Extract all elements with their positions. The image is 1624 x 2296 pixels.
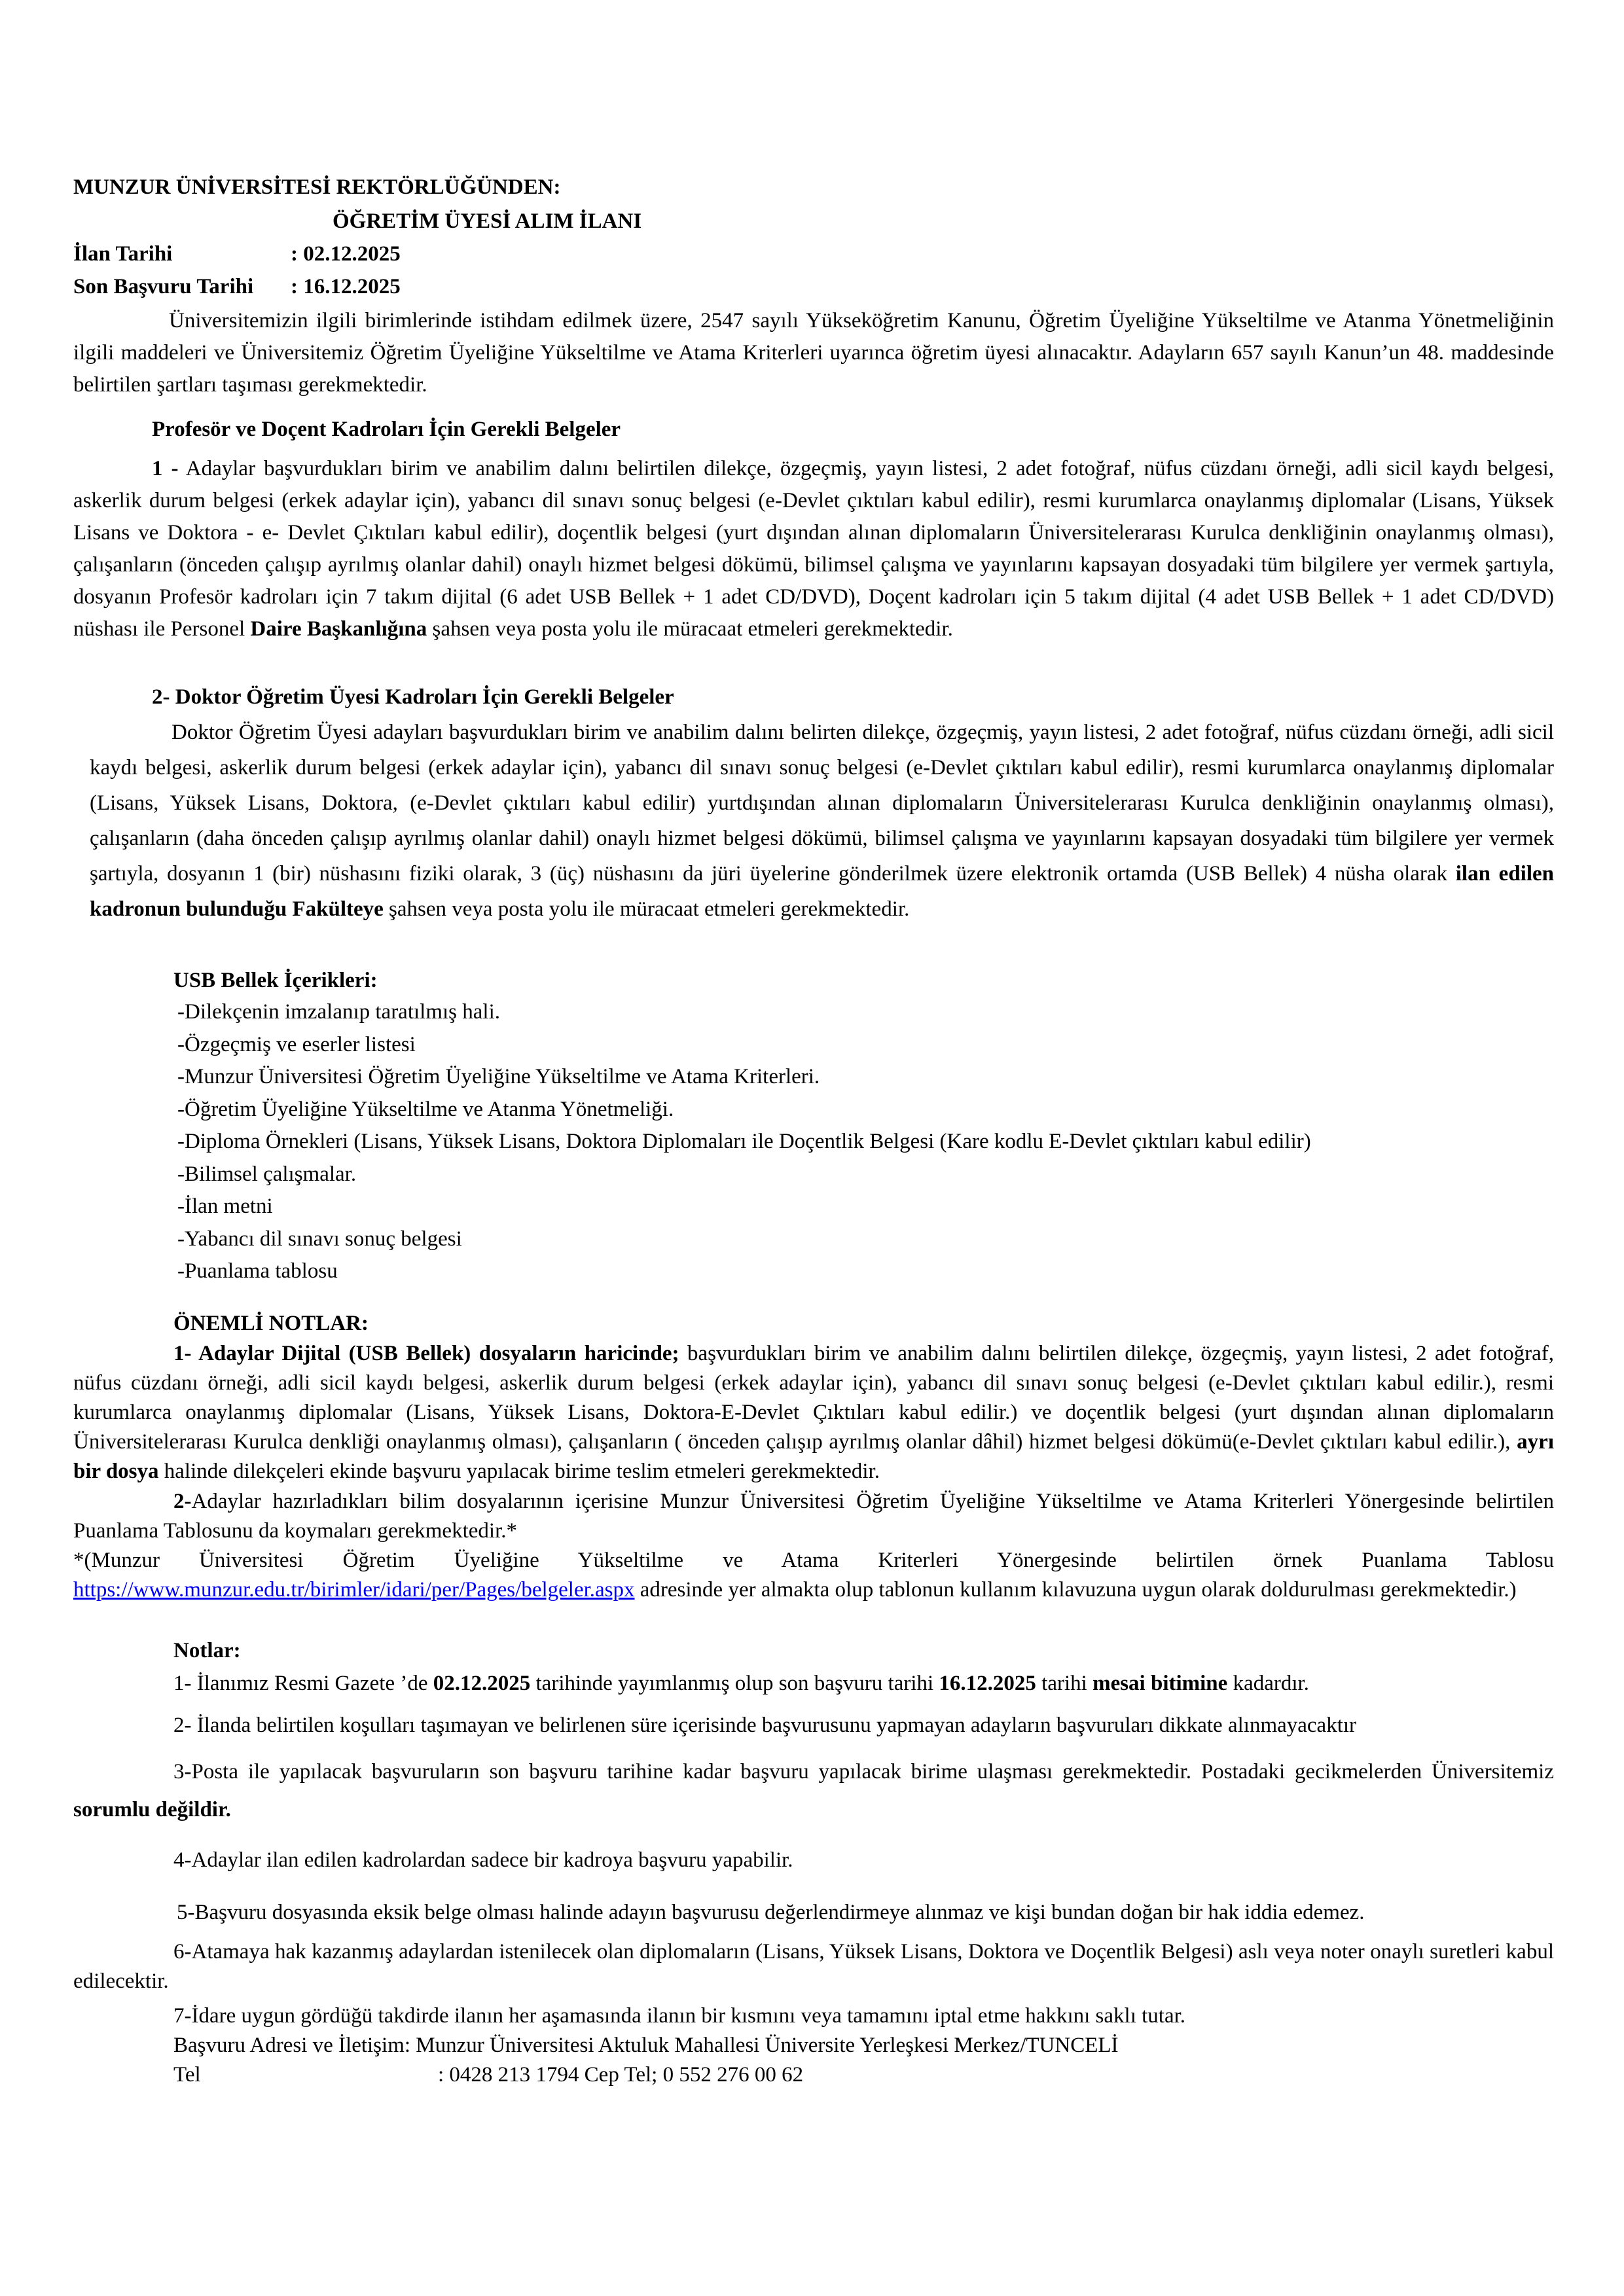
contact-tel-row (173, 2060, 803, 2090)
section1-text-b: şahsen veya posta yolu ile müracaat etmeleri gerekmektedir. (427, 617, 953, 641)
onemli-note-1-text-a: başvurdukları birim ve anabilim dalını belirtilen dilekçe, özgeçmiş, yayın listesi, 2 adet fotoğraf, nüfus cüzdanı örneği, adli sicil kaydı belgesi, askerlik durum belgesi (erkek adaylar için), yabancı dil sınavı sonuç belgesi (e-Devlet çıktıları kabul edilir.), resmi kurumlarca onaylanmış diplomalar (Lisans, Yüksek Lisans, Doktora-E-Devlet Çıktıları kabul edilir.) ve doçentlik belgesi (yurt dışından alınan diplomaların Üniversitelerarası Kurulca denkliği onaylanmış olması), çalışanların ( önceden çalışıp ayrılmış olanlar dâhil) hizmet belgesi dökümü(e-Devlet çıktıları kabul edilir.), (73, 1342, 1554, 1454)
ilan-tarihi-label: İlan Tarihi (73, 242, 173, 266)
notlar-3-bold: sorumlu değildir. (73, 1798, 231, 1821)
notlar-1-date1: 02.12.2025 (433, 1672, 531, 1695)
notlar-1-date2: 16.12.2025 (939, 1672, 1036, 1695)
onemli-star-text-b: adresinde yer almakta olup tablonun kullanım kılavuzuna uygun olarak doldurulması gerekmektedir.) (634, 1578, 1517, 1602)
notlar-1-text-b: tarihinde yayımlanmış olup son başvuru tarihi (530, 1672, 939, 1695)
list-item: -İlan metni (177, 1194, 273, 1218)
list-item: -Öğretim Üyeliğine Yükseltilme ve Atanma Yönetmeliği. (177, 1097, 674, 1121)
tel-value: : 0428 213 1794 Cep Tel; 0 552 276 00 62 (438, 2063, 804, 2087)
section2-bold: ilan edilen kadronun bulunduğu Fakülteye (90, 862, 1555, 921)
notlar-heading: Notlar: (173, 1639, 241, 1662)
notlar-item-4: 4-Adaylar ilan edilen kadrolardan sadece bir kadroya başvuru yapabilir. (173, 1848, 793, 1872)
section1-bold: Daire Başkanlığına (250, 617, 427, 641)
onemli-note-1-text-b: halinde dilekçeleri ekinde başvuru yapılacak birime teslim etmeleri gerekmektedir. (158, 1460, 880, 1483)
notlar-1-text-c: tarihi (1036, 1672, 1093, 1695)
ilan-tarihi-row (73, 238, 401, 270)
list-item: -Özgeçmiş ve eserler listesi (177, 1032, 416, 1056)
belgeler-link[interactable]: https://www.munzur.edu.tr/birimler/idari/per/Pages/belgeler.aspx (73, 1578, 635, 1602)
section2-text-b: şahsen veya posta yolu ile müracaat etmeleri gerekmektedir. (383, 897, 910, 921)
notlar-item-7: 7-İdare uygun gördüğü takdirde ilanın her aşamasında ilanın bir kısmını veya tamamını iptal etme hakkını saklı tutar. (173, 2004, 1186, 2028)
son-basvuru-label: Son Başvuru Tarihi (73, 275, 254, 298)
onemli-note-1 (73, 1339, 1554, 1486)
notlar-item-3 (73, 1753, 1554, 1829)
notlar-3-text-a: 3-Posta ile yapılacak başvuruların son başvuru tarihine kadar başvuru yapılacak birime ulaşması gerekmektedir. Postadaki gecikmelerden Üniversitemiz (173, 1760, 1554, 1784)
list-item: -Diploma Örnekleri (Lisans, Yüksek Lisans, Doktora Diplomaları ile Doçentlik Belgesi (Kare kodlu E-Devlet çıktıları kabul edilir) (177, 1130, 1311, 1153)
section2-paragraph (90, 715, 1554, 927)
son-basvuru-value: : 16.12.2025 (291, 275, 401, 298)
notlar-item-6: 6-Atamaya hak kazanmış adaylardan istenilecek olan diplomaların (Lisans, Yüksek Lisans, Doktora ve Doçentlik Belgesi) aslı veya noter onaylı suretleri kabul edilecektir. (73, 1940, 1554, 1993)
list-item: -Munzur Üniversitesi Öğretim Üyeliğine Yükseltilme ve Atama Kriterleri. (177, 1065, 820, 1088)
ilan-tarihi-value: : 02.12.2025 (291, 242, 401, 266)
section2-heading: 2- Doktor Öğretim Üyesi Kadroları İçin Gerekli Belgeler (152, 685, 674, 709)
contact-address: Başvuru Adresi ve İletişim: Munzur Üniversitesi Aktuluk Mahallesi Üniversite Yerleşkesi Merkez/TUNCELİ (173, 2034, 1119, 2057)
notlar-1-text-a: 1- İlanımız Resmi Gazete ’de (173, 1672, 433, 1695)
list-item: -Dilekçenin imzalanıp taratılmış hali. (177, 1000, 501, 1024)
list-item: -Yabancı dil sınavı sonuç belgesi (177, 1227, 462, 1251)
onemli-note-1-bold: 1- Adaylar Dijital (USB Bellek) dosyaların haricinde; (173, 1342, 679, 1365)
section1-heading: Profesör ve Doçent Kadroları İçin Gerekli Belgeler (152, 418, 621, 441)
son-basvuru-row (73, 271, 401, 303)
onemli-note-star (73, 1546, 1554, 1605)
onemli-note-2-text: Adaylar hazırladıkları bilim dosyalarının içerisine Munzur Üniversitesi Öğretim Üyeliğine Yükseltilme ve Atama Kriterleri Yönergesinde belirtilen Puanlama Tablosunu da koymaları gerekmektedir.* (73, 1490, 1554, 1543)
section1-number: 1 - (152, 457, 179, 480)
intro-paragraph: Üniversitemizin ilgili birimlerinde istihdam edilmek üzere, 2547 sayılı Yükseköğretim Kanunu, Öğretim Üyeliğine Yükseltilme ve Atanma Yönetmeliğinin ilgili maddeleri ve Üniversitemiz Öğretim Üyeliğine Yükseltilme ve Atama Kriterleri uyarınca öğretim üyesi alınacaktır. Adayların 657 sayılı Kanun’un 48. maddesinde belirtilen şartları taşıması gerekmektedir. (73, 309, 1554, 397)
tel-label: Tel (173, 2063, 201, 2087)
notlar-item-2: 2- İlanda belirtilen koşulları taşımayan ve belirlenen süre içerisinde başvurusunu yapmayan adayların başvuruları dikkate alınmayacaktır (173, 1713, 1357, 1737)
section2-text-a: Doktor Öğretim Üyesi adayları başvurdukları birim ve anabilim dalını belirten dilekçe, özgeçmiş, yayın listesi, 2 adet fotoğraf, nüfus cüzdanı örneği, adli sicil kaydı belgesi, askerlik durum belgesi (erkek adaylar için), yabancı dil sınavı sonuç belgesi (e-Devlet çıktıları kabul edilir), resmi kurumlarca onaylanmış diplomalar (Lisans, Yüksek Lisans, Doktora, (e-Devlet çıktıları kabul edilir) yurtdışından alınan diplomaların Üniversitelerarası Kurulca denkliğinin onaylanmış olması), çalışanların (daha önceden çalışıp ayrılmış olanlar dahil) onaylı hizmet belgesi dökümü, bilimsel çalışma ve yayınlarını kapsayan dosyadaki tüm bilgilere yer vermek şartıyla, dosyanın 1 (bir) nüshasını fiziki olarak, 3 (üç) nüshasını da jüri üyelerine gönderilmek üzere elektronik ortamda (USB Bellek) 4 nüsha olarak (90, 721, 1554, 886)
onemli-note-1-bold2: ayrı bir dosya (73, 1430, 1554, 1483)
notlar-1-bold: mesai bitimine (1092, 1672, 1228, 1695)
onemli-note-2-bold: 2- (173, 1490, 192, 1513)
section1-paragraph (73, 453, 1554, 645)
notlar-1-text-d: kadardır. (1227, 1672, 1309, 1695)
onemli-star-text-a: *(Munzur Üniversitesi Öğretim Üyeliğine Yükseltilme ve Atama Kriterleri Yönergesinde belirtilen örnek Puanlama Tablosu (73, 1549, 1554, 1572)
page-title: ÖĞRETİM ÜYESİ ALIM İLANI (333, 209, 642, 233)
list-item: -Puanlama tablosu (177, 1259, 338, 1283)
list-item: -Bilimsel çalışmalar. (177, 1162, 357, 1186)
onemli-note-2 (73, 1487, 1554, 1546)
notlar-item-5: 5-Başvuru dosyasında eksik belge olması halinde adayın başvurusu değerlendirmeye alınmaz ve kişi bundan doğan bir hak iddia edemez. (177, 1901, 1365, 1924)
notlar-item-1 (173, 1668, 1309, 1700)
onemli-notlar-heading: ÖNEMLİ NOTLAR: (173, 1312, 369, 1335)
usb-heading: USB Bellek İçerikleri: (173, 969, 378, 992)
usb-list (177, 996, 1311, 1288)
section1-text-a: Adaylar başvurdukları birim ve anabilim dalını belirtilen dilekçe, özgeçmiş, yayın listesi, 2 adet fotoğraf, nüfus cüzdanı örneği, adli sicil kaydı belgesi, askerlik durum belgesi (erkek adaylar için), yabancı dil sınavı sonuç belgesi (e-Devlet çıktıları kabul edilir), resmi kurumlarca onaylanmış diplomalar (Lisans, Yüksek Lisans ve Doktora - e- Devlet Çıktıları kabul edilir), doçentlik belgesi (yurt dışından alınan diplomaların Üniversitelerarası Kurulca denkliğinin onaylanmış olması), çalışanların (önceden çalışıp ayrılmış olanlar dahil) onaylı hizmet belgesi dökümü, bilimsel çalışma ve yayınlarını kapsayan dosyadaki tüm bilgilere yer vermek şartıyla, dosyanın Profesör kadroları için 7 takım dijital (6 adet USB Bellek + 1 adet CD/DVD), Doçent kadroları için 5 takım dijital (4 adet USB Bellek + 1 adet CD/DVD) nüshası ile Personel (73, 457, 1554, 641)
institution-heading: MUNZUR ÜNİVERSİTESİ REKTÖRLÜĞÜNDEN: (73, 175, 561, 199)
